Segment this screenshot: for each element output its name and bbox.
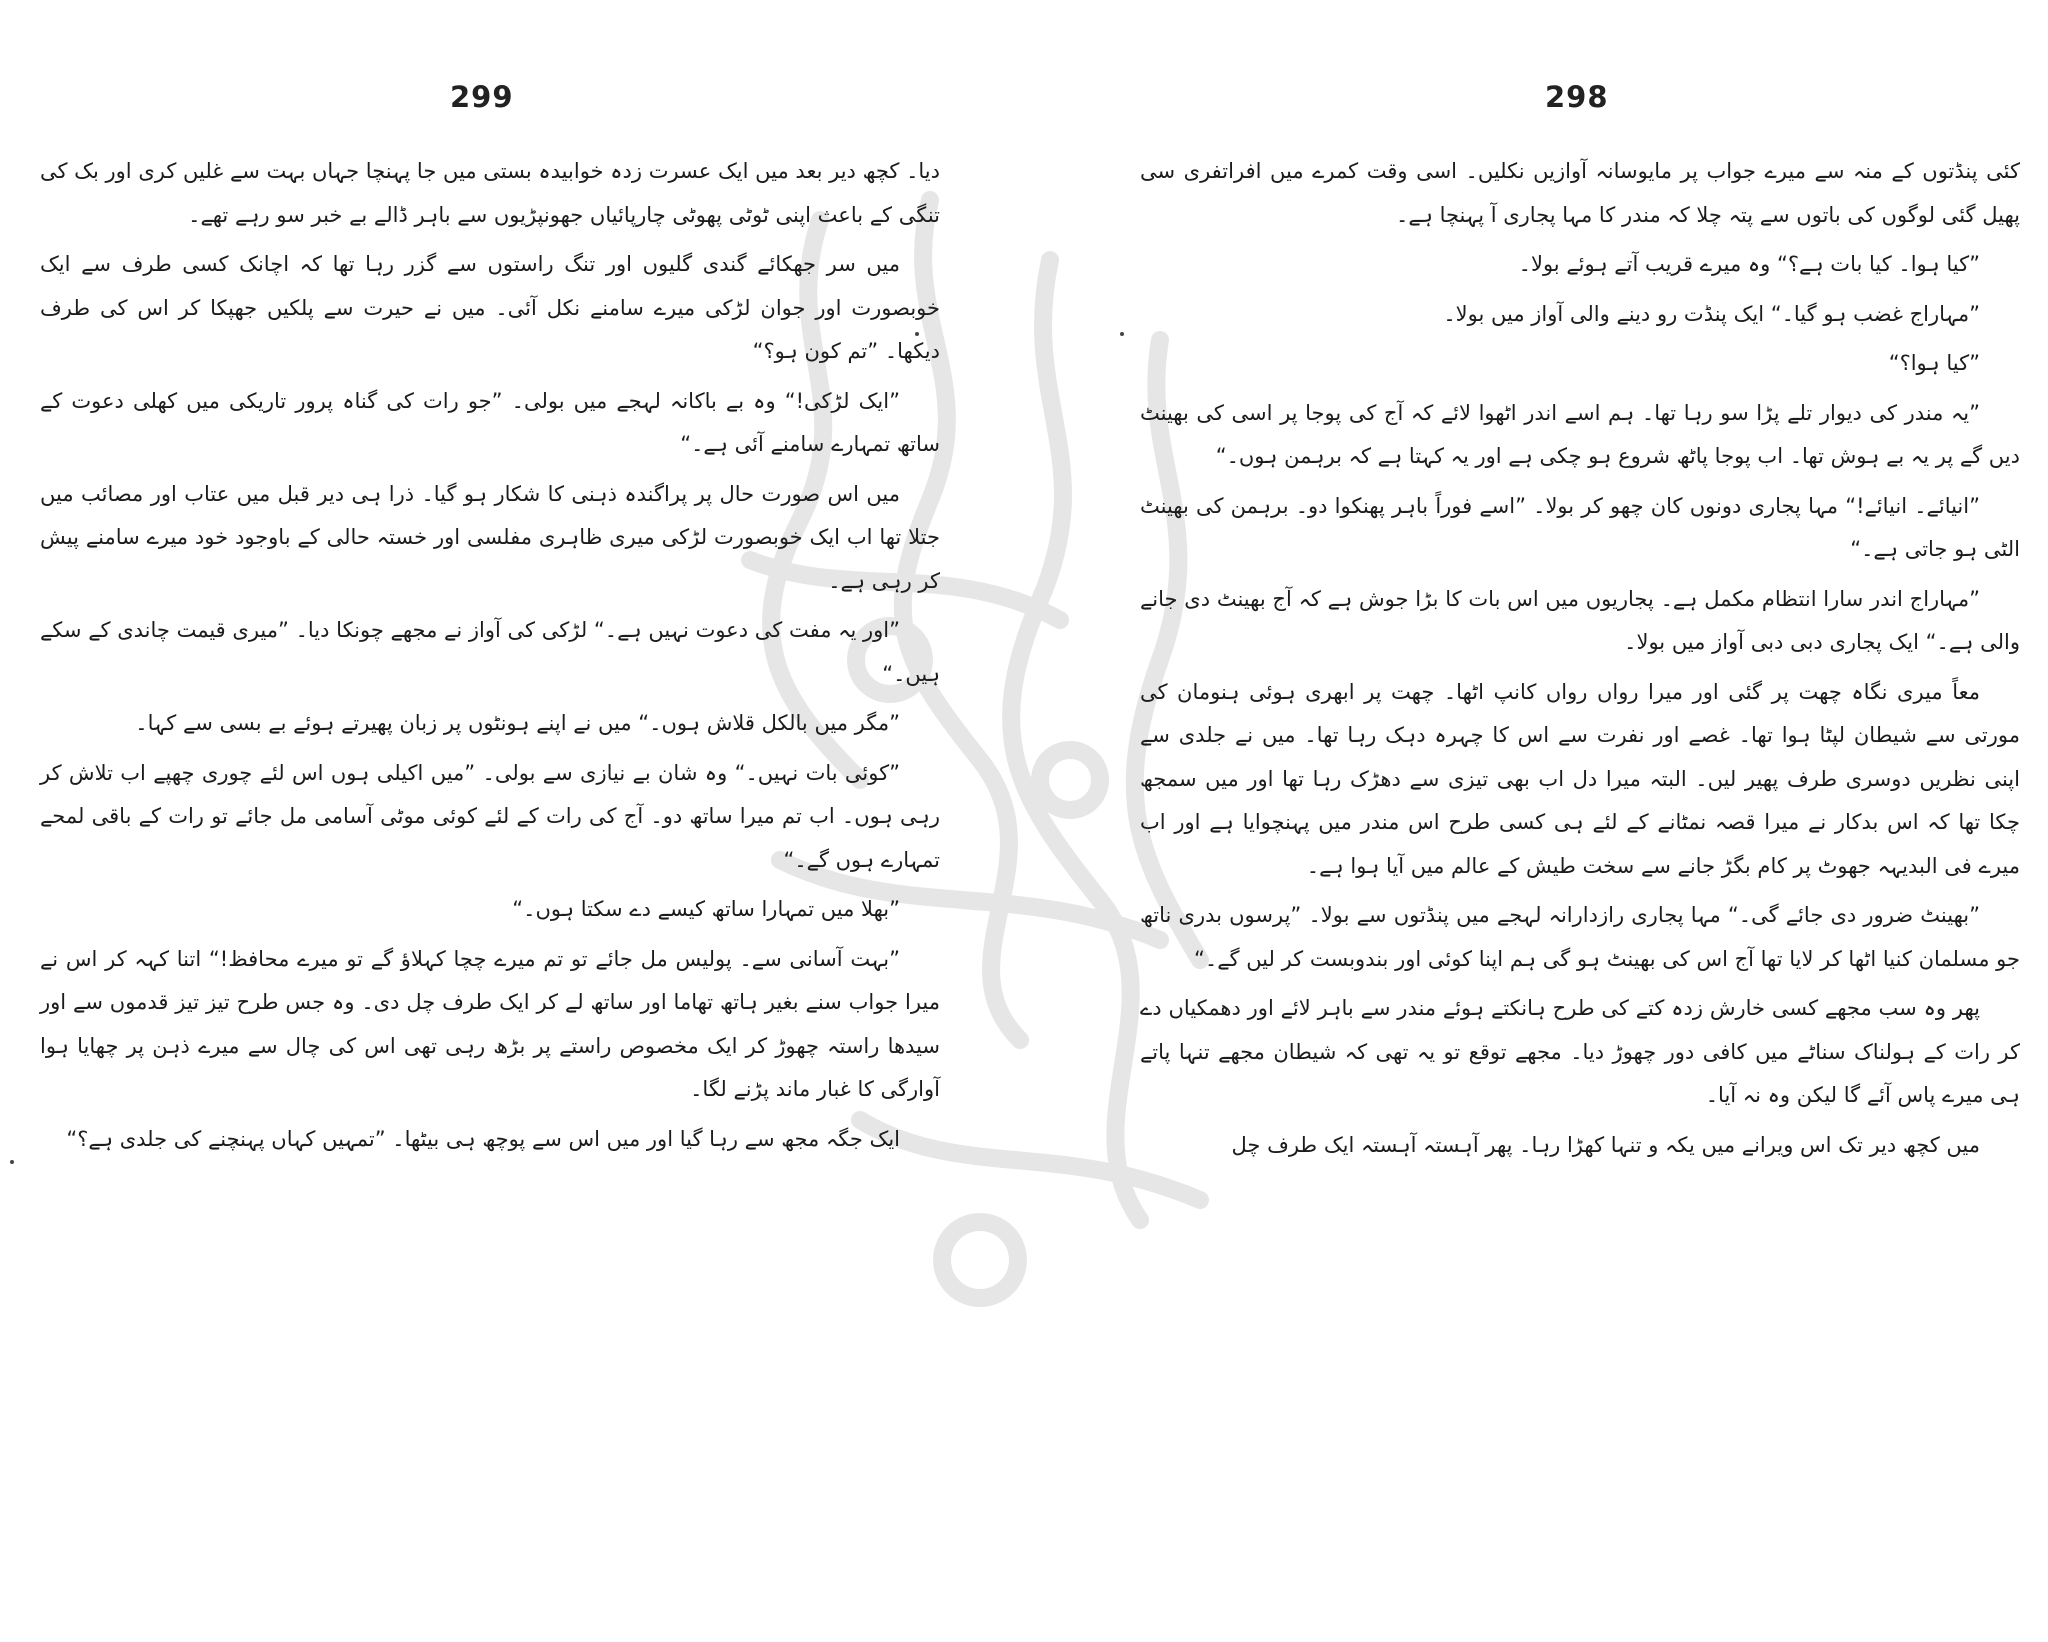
- right-page: [1140, 0, 2020, 1642]
- paragraph: ایک جگہ مجھ سے رہا گیا اور میں اس سے پوچھ ہی بیٹھا۔ ”تمہیں کہاں پہنچنے کی جلدی ہے؟“: [66, 1126, 900, 1151]
- page-text: [40, 150, 940, 1167]
- page-number: 299: [450, 80, 514, 114]
- paragraph: ”اور یہ مفت کی دعوت نہیں ہے۔“ لڑکی کی آواز نے مجھے چونکا دیا۔ ”میری قیمت چاندی کے سکے ہیں۔“: [40, 618, 940, 686]
- paragraph: ”مہاراج غضب ہو گیا۔“ ایک پنڈت رو دینے والی آواز میں بولا۔: [1443, 301, 1980, 326]
- paragraph: میں اس صورت حال پر پراگندہ ذہنی کا شکار ہو گیا۔ ذرا ہی دیر قبل میں عتاب اور مصائب میں جتلا تھا اب ایک خوبصورت لڑکی میری ظاہری مفلسی اور خستہ حالی کے باوجود خود میرے سامنے پیش کر رہی ہے۔: [40, 481, 940, 593]
- page-text: [1140, 150, 2020, 1173]
- paragraph: ”مگر میں بالکل قلاش ہوں۔“ میں نے اپنے ہونٹوں پر زبان پھیرتے ہوئے بے بسی سے کہا۔: [135, 711, 900, 735]
- paragraph: ”مہاراج اندر سارا انتظام مکمل ہے۔ پجاریوں میں اس بات کا بڑا جوش ہے کہ آج بھینٹ دی جانے والی ہے۔“ ایک پجاری دبی دبی آواز میں بولا۔: [1140, 586, 2020, 654]
- paragraph: معاً میری نگاہ چھت پر گئی اور میرا رواں رواں کانپ اٹھا۔ چھت پر ابھری ہوئی ہنومان کی مورتی سے شیطان لپٹا ہوا تھا۔ غصے اور نفرت سے اس کا چہرہ دہک رہا تھا۔ میں نے جلدی سے اپنی نظریں دوسری طرف پھیر لیں۔ البتہ میرا دل اب بھی تیزی سے دھڑک رہا تھا اور میں سمجھ چکا تھا کہ اس بدکار نے میرا قصہ نمٹانے کے لئے ہی کسی طرح اس مندر میں پہنچوایا ہے اور اب میرے فی البدیہہ جھوٹ پر کام بگڑ جانے سے سخت طیش کے عالم میں آیا ہوا ہے۔: [1140, 679, 2020, 878]
- print-speck: [10, 1160, 14, 1164]
- paragraph: میں سر جھکائے گندی گلیوں اور تنگ راستوں سے گزر رہا تھا کہ اچانک کسی طرف سے ایک خوبصورت اور جوان لڑکی میرے سامنے نکل آئی۔ میں نے حیرت سے پلکیں جھپکا کر اس کی طرف دیکھا۔ ”تم کون ہو؟“: [40, 252, 940, 363]
- paragraph: کئی پنڈتوں کے منہ سے میرے جواب پر مایوسانہ آوازیں نکلیں۔ اسی وقت کمرے میں افراتفری سی پھیل گئی لوگوں کی باتوں سے پتہ چلا کہ مندر کا مہا پجاری آ پہنچا ہے۔: [1140, 159, 2020, 227]
- paragraph: ”کیا ہوا؟“: [1888, 351, 1980, 375]
- paragraph: ”بہت آسانی سے۔ پولیس مل جائے تو تم میرے چچا کہلاؤ گے تو میرے محافظ!“ اتنا کہہ کر اس نے میرا جواب سنے بغیر ہاتھ تھاما اور ساتھ لے کر ایک طرف چل دی۔ وہ جس طرح تیز تیز قدموں سے اور سیدھا راستہ چھوڑ کر ایک مخصوص راستے پر بڑھ رہی تھی اس کی چال سے میرے ذہن پر چھایا ہوا آوارگی کا غبار ماند پڑنے لگا۔: [40, 946, 940, 1101]
- print-speck: [915, 332, 919, 336]
- paragraph: ”یہ مندر کی دیوار تلے پڑا سو رہا تھا۔ ہم اسے اندر اٹھوا لائے کہ آج کی پوجا پر اسی کی بھینٹ دیں گے پر یہ بے ہوش تھا۔ اب پوجا پاٹھ شروع ہو چکی ہے اور یہ کہتا ہے کہ برہمن ہوں۔“: [1140, 400, 2020, 468]
- paragraph: دیا۔ کچھ دیر بعد میں ایک عسرت زدہ خوابیدہ بستی میں جا پہنچا جہاں بہت سے غلیں کری اور بک کی تنگی کے باعث اپنی ٹوٹی پھوٹی چارپائیاں جھونپڑیوں سے باہر ڈالے بے خبر سو رہے تھے۔: [40, 159, 940, 227]
- page-number: 298: [1545, 80, 1609, 114]
- paragraph: پھر وہ سب مجھے کسی خارش زدہ کتے کی طرح ہانکتے ہوئے مندر سے باہر لائے اور دھمکیاں دے کر رات کے ہولناک سناٹے میں کافی دور چھوڑ دیا۔ مجھے توقع تو یہ تھی کہ شیطان مجھے تنہا پاتے ہی میرے پاس آئے گا لیکن وہ نہ آیا۔: [1140, 996, 2020, 1107]
- paragraph: ”کوئی بات نہیں۔“ وہ شان بے نیازی سے بولی۔ ”میں اکیلی ہوں اس لئے چوری چھپے اب تلاش کر رہی ہوں۔ اب تم میرا ساتھ دو۔ آج کی رات کے لئے کوئی موٹی آسامی مل جائے تو رات کے باقی لمحے تمہارے ہوں گے۔“: [40, 760, 940, 872]
- paragraph: ”بھینٹ ضرور دی جائے گی۔“ مہا پجاری رازدارانہ لہجے میں پنڈتوں سے بولا۔ ”پرسوں بدری ناتھ جو مسلمان کنیا اٹھا کر لایا تھا آج اس کی بھینٹ ہو گی ہم اپنا کوئی اور بندوبست کر لیں گے۔“: [1140, 903, 2020, 971]
- paragraph: ”بھلا میں تمہارا ساتھ کیسے دے سکتا ہوں۔“: [512, 897, 900, 921]
- paragraph: ”کیا ہوا۔ کیا بات ہے؟“ وہ میرے قریب آتے ہوئے بولا۔: [1518, 252, 1980, 276]
- left-page: [40, 0, 940, 1642]
- paragraph: میں کچھ دیر تک اس ویرانے میں یکہ و تنہا کھڑا رہا۔ پھر آہستہ آہستہ ایک طرف چل: [1231, 1132, 1980, 1157]
- paragraph: ”ایک لڑکی!“ وہ بے باکانہ لہجے میں بولی۔ ”جو رات کی گناہ پرور تاریکی میں کھلی دعوت کے ساتھ تمہارے سامنے آئی ہے۔“: [40, 388, 940, 456]
- print-speck: [1120, 332, 1124, 336]
- paragraph: ”انیائے۔ انیائے!“ مہا پجاری دونوں کان چھو کر بولا۔ ”اسے فوراً باہر پھنکوا دو۔ برہمن کی بھینٹ الٹی ہو جاتی ہے۔“: [1140, 493, 2020, 561]
